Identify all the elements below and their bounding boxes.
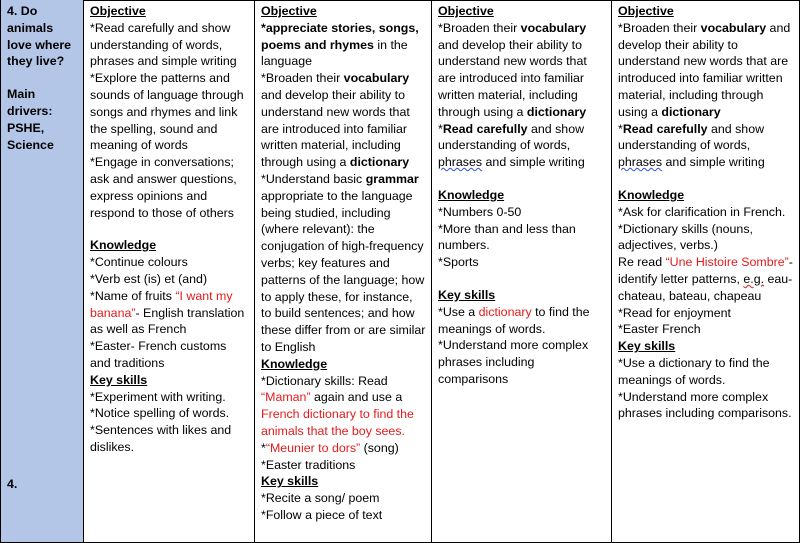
objective-item: *Engage in conversations; ask and answer questions, express opinions and respond to those of others: [90, 155, 237, 220]
theme-column: [0, 0, 83, 543]
objective-item: *Broaden their vocabulary and develop their ability to understand new words that are introduced into familiar written material, including through using a dictionary: [618, 20, 791, 119]
drivers-label: Main drivers:: [7, 87, 53, 118]
knowledge-item: *Easter French: [618, 322, 701, 337]
skill-item: *Sentences with likes and dislikes.: [90, 423, 232, 454]
knowledge-item: *Sports: [438, 255, 479, 270]
knowledge-item: *More than and less than numbers.: [438, 221, 576, 253]
skill-item: *Recite a song/ poem: [261, 491, 380, 506]
knowledge-item: *“Meunier to dors” (song): [261, 440, 399, 455]
objective-heading: Objective: [438, 4, 494, 18]
skill-item: *Use a dictionary to find the meanings of words.: [438, 304, 590, 336]
objective-item: *Read carefully and show understanding of words, phrases and simple writing: [438, 121, 585, 170]
objective-item: *Understand basic grammar appropriate to the language being studied, including (where relevant): the conjugation of high-frequency verbs; key features and patterns of the language; how to apply these, for instance, to build sentences; and how these differ from or are similar to English: [261, 171, 426, 354]
knowledge-item: *Continue colours: [90, 255, 188, 270]
objective-item: *appreciate stories, songs, poems and rhymes in the language: [261, 20, 419, 69]
column-2: [254, 0, 431, 543]
objective-item: *Read carefully and show understanding of words, phrases and simple writing: [618, 121, 765, 170]
key-skills-heading: Key skills: [261, 474, 319, 489]
knowledge-heading: Knowledge: [438, 187, 505, 202]
knowledge-item: *Dictionary skills: Read “Maman” again and use a French dictionary to find the animals that the boy sees.: [261, 373, 414, 438]
knowledge-heading: Knowledge: [618, 187, 685, 202]
knowledge-item: *Easter- French customs and traditions: [90, 339, 227, 370]
objective-heading: Objective: [261, 4, 317, 18]
column-1: [83, 0, 254, 543]
objective-heading: Objective: [90, 4, 146, 18]
skill-item: *Use a dictionary to find the meanings of words.: [618, 355, 770, 387]
column-3: [431, 0, 611, 543]
theme-question: 4. Do animals love where they live?: [7, 4, 72, 69]
objective-item: *Explore the patterns and sounds of language through songs and rhymes and link the spelling, sound and meaning of words: [90, 71, 244, 153]
drivers-value: PSHE, Science: [7, 120, 54, 152]
row-number: 4.: [7, 477, 18, 491]
knowledge-item: *Ask for clarification in French.: [618, 204, 786, 219]
knowledge-item: *Dictionary skills (nouns, adjectives, verbs.): [618, 221, 753, 253]
knowledge-item: *Easter traditions: [261, 457, 356, 472]
key-skills-heading: Key skills: [618, 339, 676, 354]
objective-item: *Broaden their vocabulary and develop their ability to understand new words that are introduced into familiar written material, including through using a dictionary: [261, 71, 410, 170]
knowledge-item: *Numbers 0-50: [438, 204, 522, 219]
objective-heading: Objective: [618, 4, 674, 18]
key-skills-heading: Key skills: [90, 372, 148, 387]
skill-item: *Notice spelling of words.: [90, 406, 230, 421]
skill-item: *Understand more complex phrases including comparisons.: [618, 389, 792, 421]
knowledge-item: *Name of fruits “I want my banana”- English translation as well as French: [90, 288, 245, 337]
knowledge-heading: Knowledge: [261, 356, 328, 371]
skill-item: *Experiment with writing.: [90, 389, 226, 404]
skill-item: *Understand more complex phrases including comparisons: [438, 338, 589, 386]
knowledge-item: Re read “Une Histoire Sombre”- identify letter patterns, e.g. eau-chateau, bateau, chapeau: [618, 255, 793, 303]
skill-item: *Follow a piece of text: [261, 507, 383, 522]
objective-item: *Broaden their vocabulary and develop their ability to understand new words that are introduced into familiar written material, including through using a dictionary: [438, 20, 587, 119]
key-skills-heading: Key skills: [438, 287, 496, 302]
knowledge-item: *Read for enjoyment: [618, 305, 731, 320]
objective-item: *Read carefully and show understanding of words, phrases and simple writing: [90, 20, 237, 69]
knowledge-item: *Verb est (is) et (and): [90, 271, 208, 286]
knowledge-heading: Knowledge: [90, 238, 157, 253]
column-4: [611, 0, 800, 543]
